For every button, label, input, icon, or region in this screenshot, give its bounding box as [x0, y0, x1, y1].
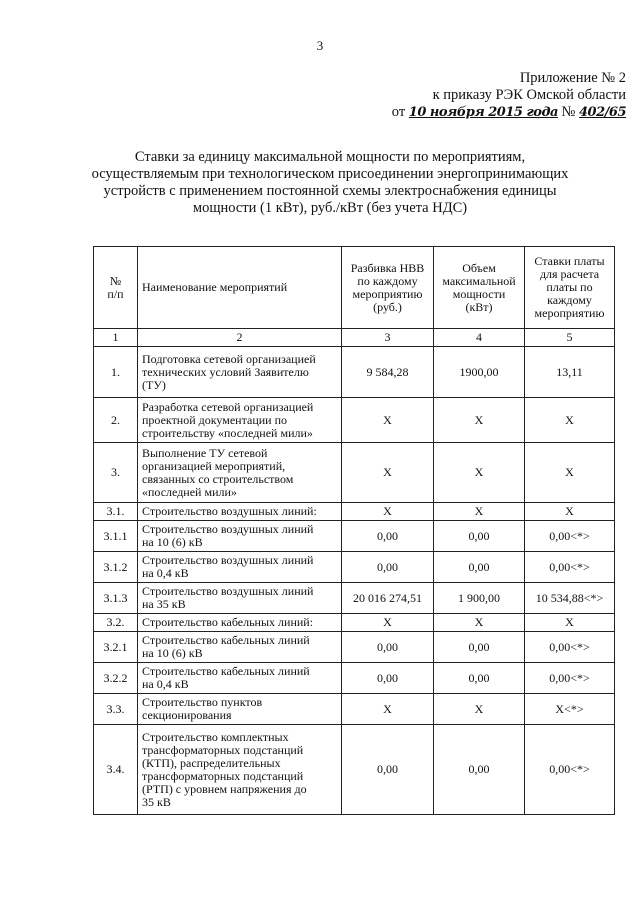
row-name-line: Строительство кабельных линий: — [142, 615, 314, 629]
table-row — [94, 694, 615, 725]
row-name-line: на 0,4 кВ — [142, 677, 189, 691]
row-name-line: на 10 (6) кВ — [142, 535, 203, 549]
row-name — [138, 583, 342, 614]
row-name-line: Строительство воздушных линий — [142, 553, 314, 567]
row-nvv: 0,00 — [342, 663, 434, 694]
row-name — [138, 632, 342, 663]
header-text: Наименование мероприятий — [142, 280, 288, 294]
row-nvv: 0,00 — [342, 521, 434, 552]
row-nvv: 0,00 — [342, 552, 434, 583]
row-name-line: трансформаторных подстанций — [142, 742, 304, 757]
row-name — [138, 398, 342, 443]
row-rate: 0,00<*> — [525, 521, 615, 552]
handwritten-order-number: 402/65 — [579, 105, 626, 120]
header-text: п/п — [107, 286, 124, 301]
table-header-row — [94, 247, 615, 329]
table-row — [94, 552, 615, 583]
header-text: Разбивка НВВ — [350, 260, 425, 275]
header-text: максимальной — [442, 273, 516, 288]
row-number: 3.1.2 — [94, 552, 138, 583]
page-number: 3 — [316, 38, 324, 53]
header-text: мощности — [452, 286, 506, 301]
row-rate: Х<*> — [525, 694, 615, 725]
column-index-row — [94, 329, 615, 347]
row-name — [138, 725, 342, 815]
row-name-line: связанных со строительством — [142, 471, 294, 486]
row-name — [138, 503, 342, 521]
row-name-line: проектной документации по — [142, 412, 288, 427]
row-name-line: Разработка сетевой организацией — [142, 399, 314, 414]
row-name-line: организацией мероприятий, — [142, 458, 286, 473]
row-name — [138, 521, 342, 552]
table-row — [94, 347, 615, 398]
row-number: 3.2. — [94, 614, 138, 632]
row-name — [138, 552, 342, 583]
row-power: Х — [434, 503, 525, 521]
row-name — [138, 694, 342, 725]
row-name-line: Выполнение ТУ сетевой — [142, 445, 268, 460]
row-name — [138, 614, 342, 632]
row-power: 1 900,00 — [434, 583, 525, 614]
row-name-line: Строительство воздушных линий — [142, 584, 314, 598]
header-text: мероприятию — [352, 286, 423, 301]
row-number: 3. — [94, 443, 138, 503]
row-rate: Х — [525, 614, 615, 632]
column-index: 3 — [342, 329, 434, 347]
row-name-line: Строительство кабельных линий — [142, 664, 310, 678]
row-name-line: 35 кВ — [142, 794, 171, 809]
row-rate: 0,00<*> — [525, 663, 615, 694]
row-name — [138, 347, 342, 398]
header-name — [138, 247, 342, 329]
row-name-line: Строительство воздушных линий — [142, 522, 314, 536]
row-rate: 0,00<*> — [525, 552, 615, 583]
title-line: Ставки за единицу максимальной мощности по мероприятиям, — [134, 149, 526, 165]
table-row — [94, 521, 615, 552]
header-text: Ставки платы — [534, 254, 605, 268]
title-line: осуществляемым при технологическом присоединении энергопринимающих — [91, 166, 569, 182]
handwritten-date: 10 ноября 2015 года — [408, 105, 558, 120]
row-power: 1900,00 — [434, 347, 525, 398]
row-rate: Х — [525, 443, 615, 503]
row-name-line: Строительство кабельных линий — [142, 633, 310, 647]
table-row — [94, 443, 615, 503]
row-power: 0,00 — [434, 521, 525, 552]
row-nvv: Х — [342, 694, 434, 725]
appendix-block — [433, 70, 626, 104]
table-row — [94, 503, 615, 521]
row-name — [138, 443, 342, 503]
row-power: 0,00 — [434, 725, 525, 815]
row-nvv: Х — [342, 443, 434, 503]
row-power: 0,00 — [434, 632, 525, 663]
row-rate: 0,00<*> — [525, 632, 615, 663]
row-number: 3.2.2 — [94, 663, 138, 694]
header-text: для расчета — [539, 267, 600, 281]
column-index: 4 — [434, 329, 525, 347]
row-nvv: 0,00 — [342, 725, 434, 815]
appendix-title: Приложение № 2 — [519, 70, 626, 86]
row-number: 3.3. — [94, 694, 138, 725]
header-text: Объем — [462, 260, 496, 275]
header-text: (кВт) — [465, 299, 493, 314]
row-number: 3.1.3 — [94, 583, 138, 614]
number-label: № — [561, 104, 576, 120]
row-power: Х — [434, 614, 525, 632]
row-nvv: Х — [342, 614, 434, 632]
row-name-line: (РТП) с уровнем напряжения до — [142, 781, 307, 796]
table-row — [94, 583, 615, 614]
row-name-line: на 0,4 кВ — [142, 566, 189, 580]
row-name-line: «последней мили» — [142, 484, 237, 499]
column-index: 5 — [525, 329, 615, 347]
header-text: платы по — [546, 280, 593, 294]
row-rate: Х — [525, 503, 615, 521]
header-text: № — [109, 273, 122, 288]
header-nvv — [342, 247, 434, 329]
row-name-line: (КТП), распределительных — [142, 755, 281, 770]
row-nvv: 20 016 274,51 — [342, 583, 434, 614]
row-number: 3.4. — [94, 725, 138, 815]
row-number: 3.2.1 — [94, 632, 138, 663]
table-body — [94, 347, 615, 815]
column-index: 1 — [94, 329, 138, 347]
appendix-order-reference: к приказу РЭК Омской области — [432, 87, 626, 103]
table-row — [94, 725, 615, 815]
table-row — [94, 398, 615, 443]
order-date-line — [392, 104, 626, 121]
row-rate: 0,00<*> — [525, 725, 615, 815]
row-name-line: технических условий Заявителю — [142, 364, 309, 379]
title-line: мощности (1 кВт), руб./кВт (без учета НДС) — [192, 200, 468, 216]
from-label: от — [391, 104, 406, 120]
row-rate: 10 534,88<*> — [525, 583, 615, 614]
row-nvv: 0,00 — [342, 632, 434, 663]
row-name-line: Строительство воздушных линий: — [142, 504, 317, 518]
header-text: по каждому — [357, 273, 418, 288]
row-name-line: на 35 кВ — [142, 597, 186, 611]
row-power: Х — [434, 443, 525, 503]
row-name-line: Строительство пунктов — [142, 695, 263, 709]
row-number: 3.1.1 — [94, 521, 138, 552]
rates-table — [93, 246, 615, 815]
row-name-line: (ТУ) — [142, 377, 166, 392]
row-name — [138, 663, 342, 694]
row-name-line: Подготовка сетевой организацией — [142, 351, 316, 366]
title-line: устройств с применением постоянной схемы электроснабжения единицы — [103, 183, 557, 199]
column-index: 2 — [138, 329, 342, 347]
document-title — [60, 149, 600, 217]
row-nvv: Х — [342, 398, 434, 443]
row-nvv: Х — [342, 503, 434, 521]
header-text: мероприятию — [534, 306, 605, 320]
row-power: 0,00 — [434, 552, 525, 583]
row-rate: 13,11 — [525, 347, 615, 398]
row-power: 0,00 — [434, 663, 525, 694]
header-rate — [525, 247, 615, 329]
row-nvv: 9 584,28 — [342, 347, 434, 398]
header-text: каждому — [547, 293, 592, 307]
table-row — [94, 663, 615, 694]
row-name-line: на 10 (6) кВ — [142, 646, 203, 660]
table-row — [94, 614, 615, 632]
header-num — [94, 247, 138, 329]
header-power — [434, 247, 525, 329]
row-name-line: строительству «последней мили» — [142, 425, 313, 440]
row-name-line: секционирования — [142, 708, 232, 722]
row-number: 3.1. — [94, 503, 138, 521]
row-power: Х — [434, 398, 525, 443]
table-row — [94, 632, 615, 663]
row-rate: Х — [525, 398, 615, 443]
row-number: 1. — [94, 347, 138, 398]
row-number: 2. — [94, 398, 138, 443]
row-name-line: Строительство комплектных — [142, 729, 289, 744]
row-power: Х — [434, 694, 525, 725]
row-name-line: трансформаторных подстанций — [142, 768, 304, 783]
header-text: (руб.) — [373, 299, 402, 314]
